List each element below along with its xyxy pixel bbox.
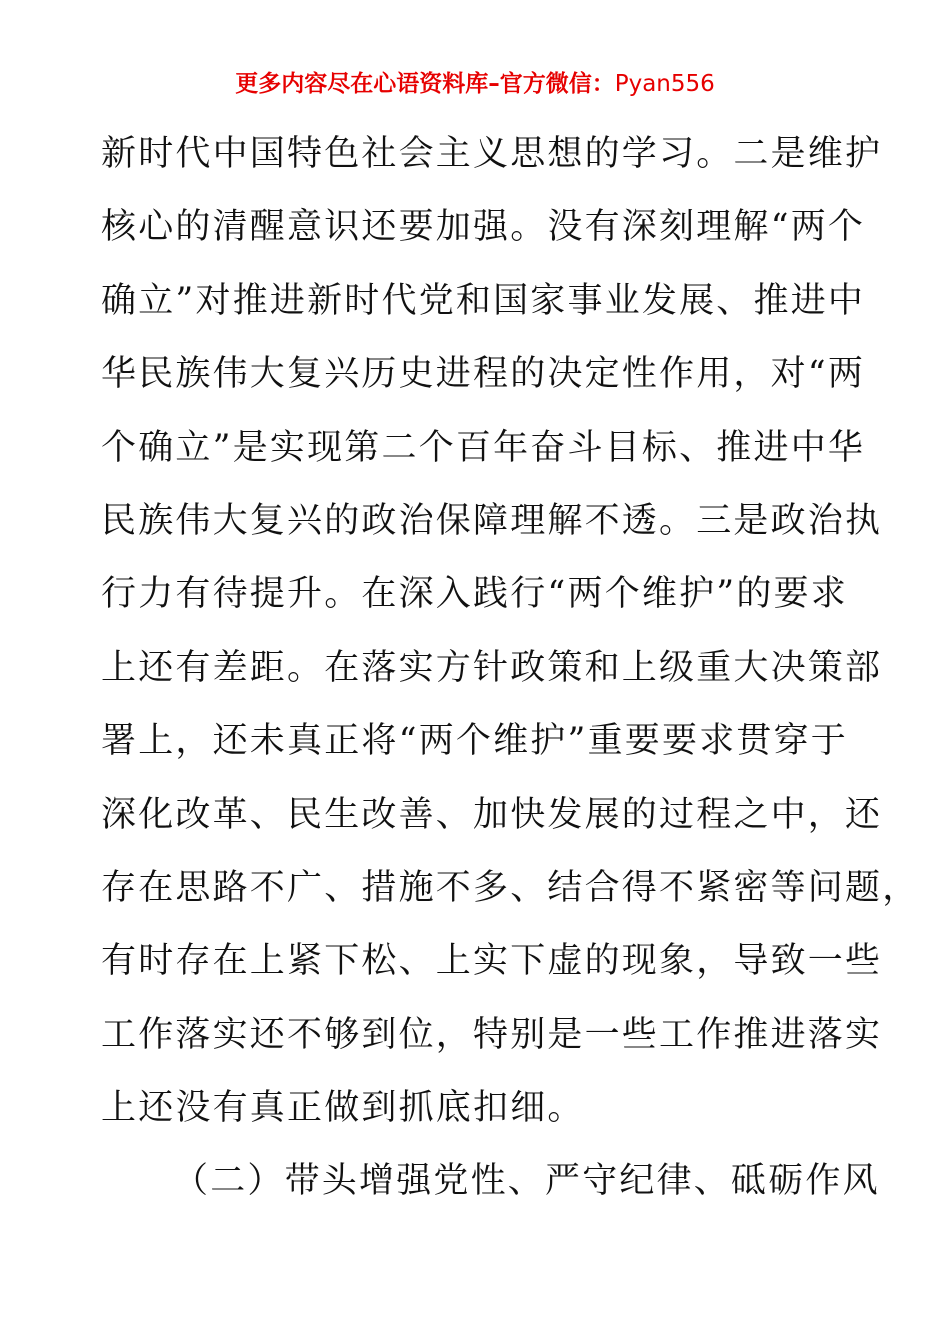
document-body xyxy=(101,118,920,1219)
body-line: 核心的清醒意识还要加强。没有深刻理解“两个 xyxy=(101,207,866,248)
body-line: 工作落实还不够到位，特别是一些工作推进落实 xyxy=(101,1014,883,1055)
body-line: 行力有待提升。在深入践行“两个维护”的要求 xyxy=(101,574,848,615)
body-line: 上还没有真正做到抓底扣细。 xyxy=(101,1088,585,1129)
body-line: 有时存在上紧下松、上实下虚的现象，导致一些 xyxy=(101,941,883,982)
section-heading: （二）带头增强党性、严守纪律、砥砺作风 xyxy=(173,1161,880,1202)
watermark-wechat-id: Pyan556 xyxy=(614,71,715,97)
body-line: 新时代中国特色社会主义思想的学习。二是维护 xyxy=(101,134,883,174)
body-line: 署上，还未真正将“两个维护”重要要求贯穿于 xyxy=(101,721,848,762)
body-line: 深化改革、民生改善、加快发展的过程之中，还 xyxy=(101,794,883,835)
watermark-text: 更多内容尽在心语资料库–官方微信： xyxy=(235,71,615,97)
body-line: 民族伟大复兴的政治保障理解不透。三是政治执 xyxy=(101,500,883,541)
watermark-header xyxy=(0,64,950,104)
body-line: 个确立”是实现第二个百年奋斗目标、推进中华 xyxy=(101,427,866,468)
body-line: 存在思路不广、措施不多、结合得不紧密等问题， xyxy=(101,867,920,908)
body-line: 华民族伟大复兴历史进程的决定性作用，对“两 xyxy=(101,354,866,395)
body-line: 上还有差距。在落实方针政策和上级重大决策部 xyxy=(101,647,883,688)
body-line: 确立”对推进新时代党和国家事业发展、推进中 xyxy=(101,280,866,321)
